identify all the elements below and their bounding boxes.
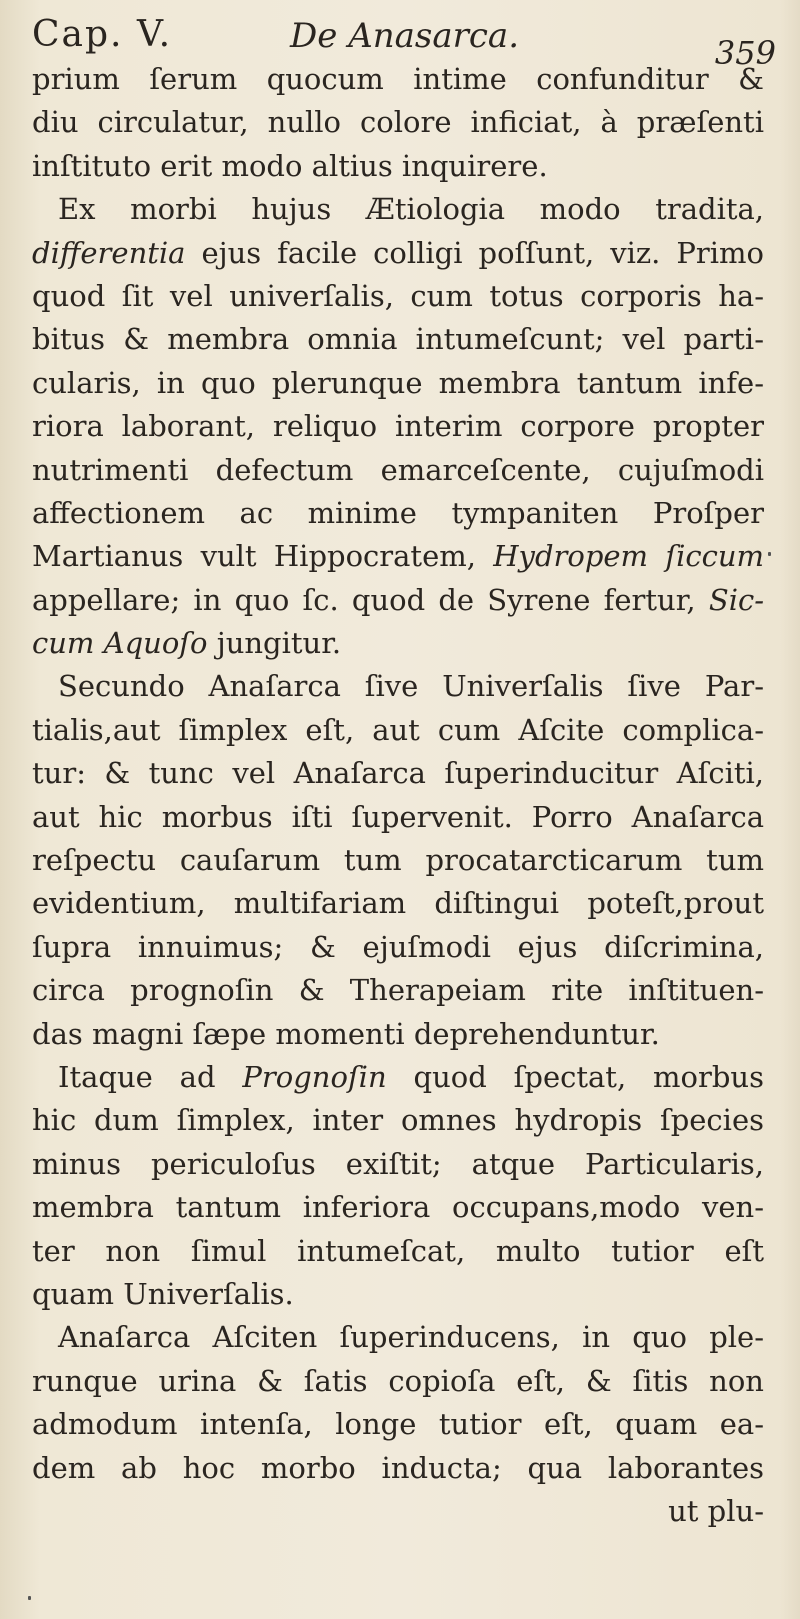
line-text: tur: & tunc vel Anaſarca ſuperinducitur Aſciti,: [32, 756, 764, 791]
text-line: [32, 145, 764, 188]
line-text: aut hic morbus iſti ſupervenit. Porro Anaſarca: [32, 799, 764, 834]
line-text: cularis, in quo plerunque membra tantum infe-: [32, 365, 764, 400]
text-line: [32, 882, 764, 925]
text-line: [32, 188, 764, 231]
text-line: [32, 839, 764, 882]
italic-term: differentia: [32, 235, 202, 270]
text-line: [32, 579, 764, 622]
text-line: [32, 232, 764, 275]
line-text: minus periculoſus exiſtit; atque Particularis,: [32, 1146, 764, 1181]
line-text: riora laborant, reliquo interim corpore propter: [32, 409, 764, 444]
running-header: [32, 14, 776, 72]
text-line: [32, 1360, 764, 1403]
paragraph: [32, 665, 764, 1056]
line-text: quam Univerſalis.: [32, 1276, 294, 1311]
text-line: [32, 492, 764, 535]
line-text: circa prognoſin & Therapeiam rite inſtituen-: [32, 973, 764, 1008]
text-line: [32, 1403, 764, 1446]
catchword: ut plu-: [668, 1493, 764, 1528]
line-text: admodum intenſa, longe tutior eſt, quam ea-: [32, 1407, 764, 1442]
line-text: membra tantum inferiora occupans,modo ven-: [32, 1190, 764, 1225]
page-number: 359: [714, 34, 776, 72]
text-line: [32, 1447, 764, 1490]
italic-term: cum Aquoſo: [32, 626, 217, 661]
line-text: dem ab hoc morbo inducta; qua laborantes: [32, 1450, 764, 1485]
line-text: tialis,aut ſimplex eſt, aut cum Aſcite complica-: [32, 712, 764, 747]
line-text-tail: quod ſpectat, morbus: [413, 1059, 764, 1094]
line-text: das magni ſæpe momenti deprehenduntur.: [32, 1016, 660, 1051]
line-text: runque urina & ſatis copioſa eſt, & ſitis non: [32, 1363, 764, 1398]
text-line: [32, 1056, 764, 1099]
line-text: reſpectu cauſarum tum procatarcticarum tum: [32, 843, 764, 878]
italic-term: Sic-: [708, 582, 765, 617]
line-text: appellare; in quo ſc. quod de Syrene fertur,: [32, 582, 696, 617]
line-text: Itaque ad: [58, 1059, 216, 1094]
text-line: [32, 535, 764, 578]
line-text: bitus & membra omnia intumeſcunt; vel parti-: [32, 322, 764, 357]
text-line: [32, 1143, 764, 1186]
ink-speck: [768, 552, 771, 556]
text-line: [32, 1230, 764, 1273]
text-line: [32, 1273, 764, 1316]
text-line: [32, 796, 764, 839]
text-line: [32, 622, 764, 665]
running-title: De Anasarca.: [290, 16, 520, 56]
text-line: [32, 449, 764, 492]
text-line: [32, 1099, 764, 1142]
line-text: diu circulatur, nullo colore inficiat, à præſenti: [32, 105, 764, 140]
text-line: [32, 275, 764, 318]
line-text: affectionem ac minime tympaniten Proſper: [32, 495, 764, 530]
text-line: [32, 709, 764, 752]
line-text: jungitur.: [216, 626, 342, 661]
line-text: nutrimenti defectum emarceſcente, cujuſmodi: [32, 452, 764, 487]
ink-speck: [28, 1596, 31, 1600]
text-line: [32, 1316, 764, 1359]
line-text: hic dum ſimplex, inter omnes hydropis ſpecies: [32, 1103, 764, 1138]
text-line: [32, 58, 764, 101]
paragraph: [32, 1056, 764, 1316]
line-text: evidentium, multifariam diſtingui poteſt,prout: [32, 886, 764, 921]
line-text: ſupra innuimus; & ejuſmodi ejus diſcrimina,: [32, 929, 764, 964]
line-text: inſtituto erit modo altius inquirere.: [32, 148, 548, 183]
paragraph: [32, 1316, 764, 1490]
text-line: [32, 405, 764, 448]
line-text: Martianus vult Hippocratem,: [32, 539, 476, 574]
text-line: [32, 926, 764, 969]
paragraph: [32, 58, 764, 188]
text-line: [32, 362, 764, 405]
line-text: ejus facile colligi poſſunt, viz. Primo: [201, 235, 764, 270]
text-line: [32, 969, 764, 1012]
line-text: prium ſerum quocum intime confunditur &: [32, 62, 764, 96]
italic-term: Hydropem ſiccum: [493, 539, 765, 574]
italic-term: Prognoſin: [242, 1059, 387, 1094]
line-text: quod ſit vel univerſalis, cum totus corporis ha-: [32, 278, 764, 313]
text-line: [32, 752, 764, 795]
text-line: [32, 665, 764, 708]
paragraph: [32, 188, 764, 665]
text-line: [32, 318, 764, 361]
line-text: ter non ſimul intumeſcat, multo tutior eſt: [32, 1233, 764, 1268]
line-text: Ex morbi hujus Ætiologia modo tradita,: [58, 192, 764, 227]
line-text: Secundo Anaſarca ſive Univerſalis ſive Par-: [58, 669, 764, 704]
text-line: [32, 101, 764, 144]
text-line: [32, 1186, 764, 1229]
line-text: Anaſarca Aſciten ſuperinducens, in quo ple-: [58, 1320, 764, 1355]
page-body-text: [32, 58, 764, 1533]
text-line: [32, 1013, 764, 1056]
chapter-label: Cap. V.: [32, 14, 173, 55]
